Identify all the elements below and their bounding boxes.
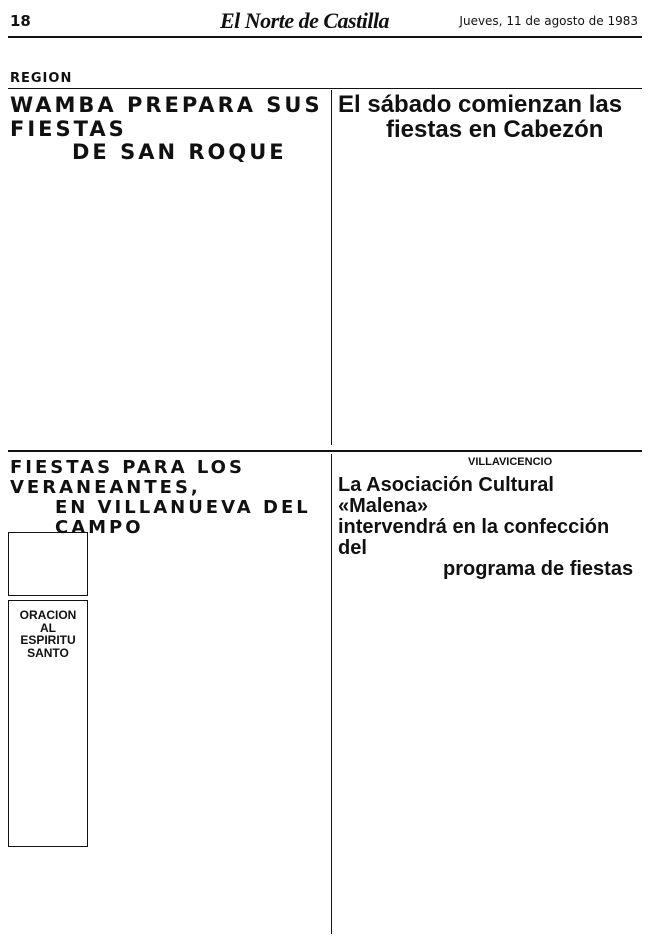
veraneantes-headline: FIESTAS PARA LOS VERANEANTES, EN VILLANUEVA DEL CAMPO <box>10 457 311 539</box>
column-rule <box>331 454 332 934</box>
issue-date: Jueves, 11 de agosto de 1983 <box>459 14 638 28</box>
masthead-rule <box>8 36 642 38</box>
cabezon-headline: El sábado comienzan las fiestas en Cabezón <box>338 91 623 144</box>
gracias-box <box>8 532 88 596</box>
section-rule <box>8 88 642 89</box>
column-rule <box>331 90 332 445</box>
oracion-box <box>8 600 88 847</box>
oracion-title: ORACION AL ESPIRITU SANTO <box>19 608 77 660</box>
wamba-headline: WAMBA PREPARA SUS FIESTAS DE SAN ROQUE <box>10 93 323 165</box>
villavicencio-dateline: VILLAVICENCIO <box>468 456 553 468</box>
page-number: 18 <box>10 12 31 30</box>
villavicencio-headline: La Asociación Cultural «Malena» intervendrá en la confección del programa de fiestas <box>338 474 634 580</box>
masthead: El Norte de Castilla <box>220 8 390 33</box>
section-label: REGION <box>10 71 73 86</box>
section-divider <box>8 450 642 452</box>
